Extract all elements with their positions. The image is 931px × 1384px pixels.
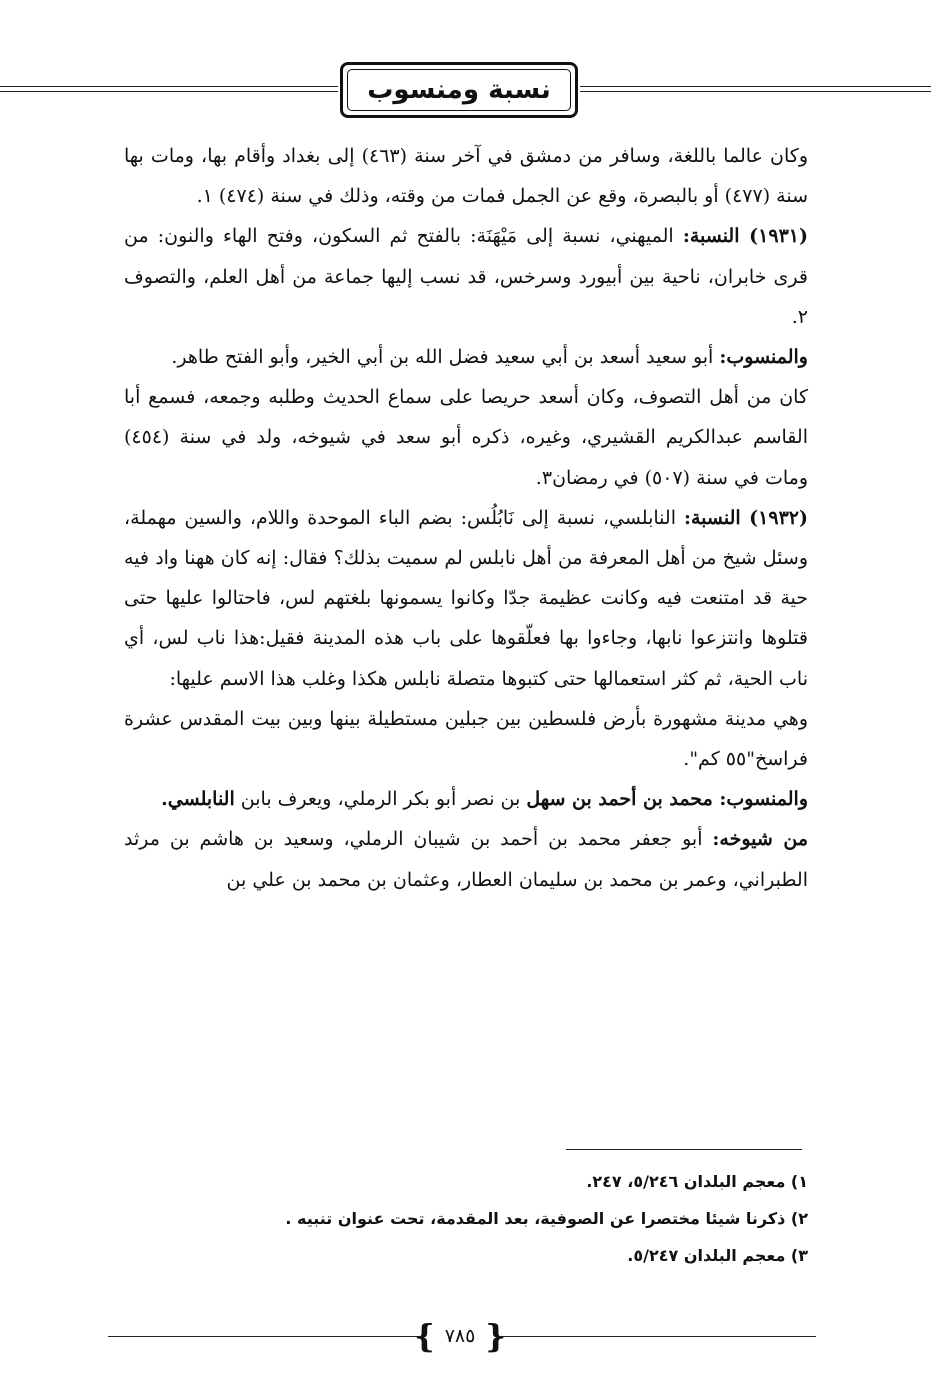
footnote-3: ٣) معجم البلدان ٥/٢٤٧.: [627, 1246, 808, 1265]
footer-rule-right: [500, 1336, 816, 1337]
paragraph-4-text: كان من أهل التصوف، وكان أسعد حريصا على سماع الحديث وطلبه وجمعه، فسمع أبا القاسم عبدالكريم القشيري، وغيره، ذكره أبو سعد في شيوخه، ولد في سنة (٤٥٤) ومات في سنة (٥٠٧) في رمضان٣.: [124, 386, 808, 489]
paragraph-3-text: أبو سعيد أسعد بن أبي سعيد فضل الله بن أبي الخير، وأبو الفتح طاهر.: [171, 346, 720, 369]
footnotes: [124, 1163, 808, 1274]
page-number-bracket-left: {: [414, 1317, 435, 1355]
paragraph-8-text: أبو جعفر محمد بن أحمد بن شيبان الرملي، وسعيد بن هاشم بن مرثد الطبراني، وعمر بن محمد بن سليمان العطار، وعثمان بن محمد بن علي بن: [124, 828, 808, 891]
header-title-frame: [340, 62, 578, 118]
paragraph-6: [124, 699, 808, 779]
paragraph-7: [124, 779, 808, 819]
page-footer: [0, 1318, 931, 1358]
entry-1931-label: (١٩٣١) النسبة:: [682, 225, 808, 248]
page-number-bracket-right: }: [485, 1317, 506, 1355]
paragraph-7-tail: النابلسي.: [161, 788, 235, 811]
paragraph-1: [124, 136, 808, 216]
shuyukh-label: من شيوخه:: [712, 828, 808, 851]
paragraph-3: [124, 337, 808, 377]
main-text: [124, 136, 808, 900]
paragraph-4: [124, 377, 808, 498]
paragraph-8: [124, 819, 808, 899]
mansub-label-2: والمنسوب: محمد بن أحمد بن سهل: [526, 788, 808, 811]
paragraph-6-text: وهي مدينة مشهورة بأرض فلسطين بين جبلين مستطيلة بينها وبين بيت المقدس عشرة فراسخ"٥٥ كم".: [124, 707, 808, 771]
header-rule-right-2: [580, 91, 931, 92]
running-header: [0, 58, 931, 128]
paragraph-5: [124, 498, 808, 699]
header-rule-left: [0, 86, 338, 87]
page-number-box: [414, 1317, 506, 1355]
mansub-label-1: والمنسوب:: [719, 346, 808, 369]
header-rule-left-2: [0, 91, 338, 92]
footnote-2: ٢) ذكرنا شيئا مختصرا عن الصوفية، بعد المقدمة، تحت عنوان تنبيه .: [285, 1209, 808, 1228]
paragraph-5-text: النابلسي، نسبة إلى نَابُلُس: بضم الباء الموحدة واللام، والسين مهملة، وسئل شيخ من أهل المعرفة من أهل نابلس لم سميت بذلك؟ فقال: إنه كان ههنا واد فيه حية قد امتنعت فيه وكانت عظيمة جدّا وكانوا يسمونها بلغتهم لس، فاحتالوا عليها حتى قتلوها وانتزعوا نابها، وجاءوا بها فعلّقوها على باب هذه المدينة فقيل:هذا ناب لس، أي ناب الحية، ثم كثر استعمالها حتى كتبوها متصلة نابلس هكذا وغلب هذا الاسم عليها:: [124, 506, 808, 690]
footnote-1: ١) معجم البلدان ٥/٢٤٦، ٢٤٧.: [586, 1172, 808, 1191]
entry-1932-label: (١٩٣٢) النسبة:: [683, 506, 808, 529]
paragraph-1-text: وكان عالما باللغة، وسافر من دمشق في آخر سنة (٤٦٣) إلى بغداد وأقام بها، ومات بها سنة (٤٧٧) أو بالبصرة، وقع عن الجمل فمات من وقته، وذلك في سنة (٤٧٤) ١.: [124, 145, 808, 208]
footnote-rule: [566, 1149, 802, 1150]
paragraph-7-text: بن نصر أبو بكر الرملي، ويعرف بابن: [234, 788, 527, 811]
footer-rule-left: [108, 1336, 420, 1337]
paragraph-2-text: الميهني، نسبة إلى مَيْهَنَة: بالفتح ثم السكون، وفتح الهاء والنون: من قرى خابران، ناحية بين أبيورد وسرخس، قد نسب إليها جماعة من أهل العلم، والتصوف ٢.: [124, 225, 808, 328]
header-title: نسبة ومنسوب: [347, 69, 571, 111]
header-rule-right: [580, 86, 931, 87]
page-number: ٧٨٥: [444, 1325, 476, 1347]
paragraph-2: [124, 216, 808, 337]
